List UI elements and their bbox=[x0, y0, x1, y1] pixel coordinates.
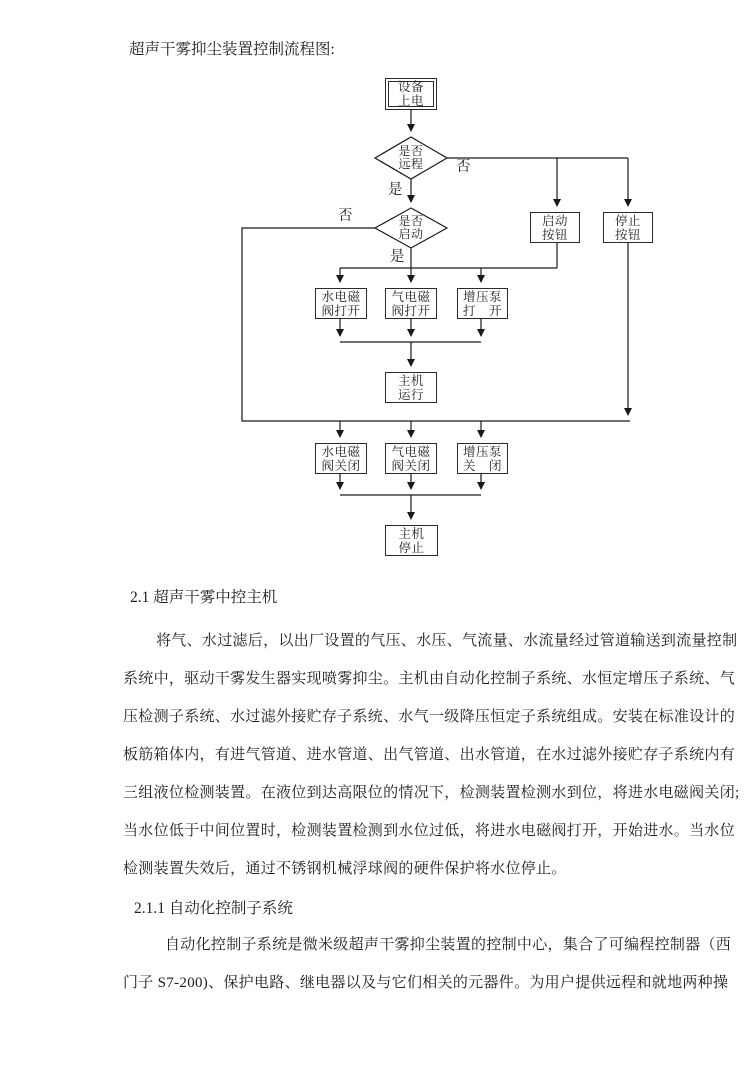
node-text: 主机 bbox=[398, 526, 425, 541]
flow-decision-start-label bbox=[379, 211, 443, 245]
flow-node-booster-pump-close bbox=[457, 443, 508, 474]
node-text: 增压泵 bbox=[462, 289, 502, 304]
node-text: 打 开 bbox=[462, 303, 502, 318]
flow-node-stop-button bbox=[603, 212, 653, 243]
node-text: 上电 bbox=[397, 94, 424, 108]
section-heading-2-1-1: 2.1.1 自动化控制子系统 bbox=[134, 900, 293, 917]
node-text: 气电磁 bbox=[391, 289, 431, 304]
branch-label-start-no: 否 bbox=[338, 208, 353, 224]
paragraph-line: 板筋箱体内，有进气管道、进水管道、出气管道、出水管道，在水过滤外接贮存子系统内有 bbox=[123, 747, 736, 763]
section-heading-2-1: 2.1 超声干雾中控主机 bbox=[130, 589, 278, 606]
node-text: 按钮 bbox=[541, 227, 568, 242]
branch-label-remote-no: 否 bbox=[456, 159, 471, 175]
node-text: 设备 bbox=[397, 80, 424, 94]
node-text: 关 闭 bbox=[462, 458, 502, 473]
paragraph-line: 系统中，驱动干雾发生器实现喷雾抑尘。主机由自动化控制子系统、水恒定增压子系统、气 bbox=[123, 671, 736, 687]
flow-node-start-button bbox=[530, 212, 580, 243]
flow-node-device-power-on-inner bbox=[388, 81, 434, 107]
body-text bbox=[123, 585, 743, 1010]
node-text: 是否 bbox=[398, 213, 424, 228]
node-text: 阀打开 bbox=[321, 303, 361, 318]
paragraph-line: 门子 S7-200)、保护电路、继电器以及与它们相关的元器件。为用户提供远程和就地两种操 bbox=[123, 975, 729, 991]
flow-node-air-valve-open bbox=[385, 288, 437, 319]
node-text: 远程 bbox=[398, 157, 424, 171]
flow-node-main-stop bbox=[385, 525, 438, 556]
node-text: 启动 bbox=[541, 213, 568, 228]
flow-node-air-valve-close bbox=[385, 443, 437, 474]
node-text: 阀关闭 bbox=[391, 458, 431, 473]
flow-node-booster-pump-open bbox=[457, 288, 508, 319]
branch-label-start-yes: 是 bbox=[390, 249, 405, 265]
node-text: 停止 bbox=[614, 213, 641, 228]
paragraph-line: 自动化控制子系统是微米级超声干雾抑尘装置的控制中心，集合了可编程控制器（西 bbox=[165, 937, 732, 953]
paragraph-line: 检测装置失效后，通过不锈钢机械浮球阀的硬件保护将水位停止。 bbox=[123, 861, 567, 877]
paragraph-line: 当水位低于中间位置时，检测装置检测到水位过低，将进水电磁阀打开，开始进水。当水位 bbox=[123, 823, 736, 839]
node-text: 水电磁 bbox=[321, 289, 361, 304]
node-text: 运行 bbox=[397, 387, 424, 402]
node-text: 按钮 bbox=[614, 227, 641, 242]
flow-node-water-valve-open bbox=[315, 288, 367, 319]
node-text: 主机 bbox=[397, 373, 424, 388]
node-text: 是否 bbox=[398, 143, 424, 158]
node-text: 阀关闭 bbox=[321, 458, 361, 473]
node-text: 停止 bbox=[398, 540, 425, 555]
paragraph-line: 压检测子系统、水过滤外接贮存子系统、水气一级降压恒定子系统组成。安装在标准设计的 bbox=[123, 709, 736, 725]
flow-node-device-power-on bbox=[385, 78, 437, 110]
flow-node-water-valve-close bbox=[315, 443, 367, 474]
node-text: 启动 bbox=[398, 227, 424, 241]
flow-decision-remote-label bbox=[379, 141, 443, 175]
paragraph-line: 将气、水过滤后，以出厂设置的气压、水压、气流量、水流量经过管道输送到流量控制 bbox=[156, 633, 738, 649]
flow-node-main-run bbox=[385, 372, 437, 403]
paragraph-line: 三组液位检测装置。在液位到达高限位的情况下，检测装置检测水到位，将进水电磁阀关闭; bbox=[123, 785, 740, 801]
branch-label-remote-yes: 是 bbox=[388, 182, 403, 198]
node-text: 阀打开 bbox=[391, 303, 431, 318]
node-text: 水电磁 bbox=[321, 444, 361, 459]
node-text: 气电磁 bbox=[391, 444, 431, 459]
node-text: 增压泵 bbox=[462, 444, 502, 459]
page-title: 超声干雾抑尘装置控制流程图: bbox=[129, 41, 335, 58]
